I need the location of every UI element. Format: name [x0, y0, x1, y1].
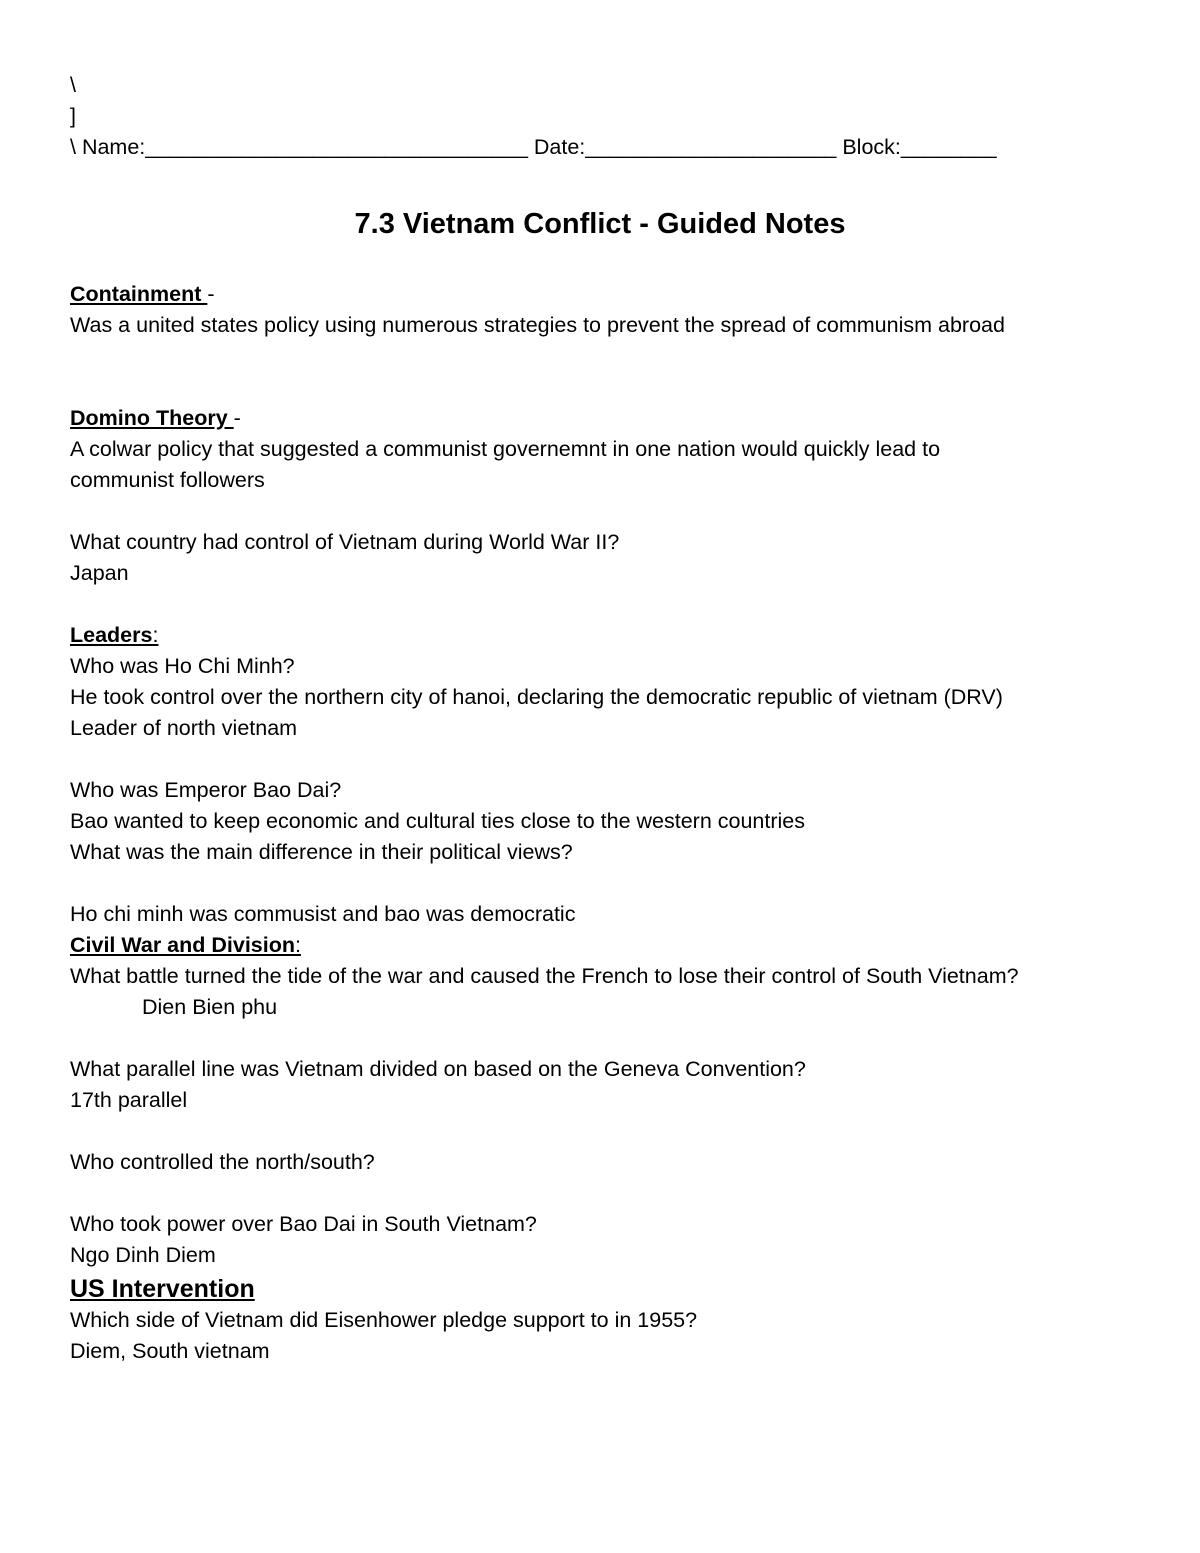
civil-war-colon: : — [295, 933, 301, 957]
domino-definition-line-2: communist followers — [70, 468, 265, 492]
leaders-answer-3: Ho chi minh was commusist and bao was democratic — [70, 902, 576, 926]
name-date-block-line: \ Name:________________________________ Date:_____________________ Block:________ — [70, 135, 997, 159]
domino-heading: Domino Theory — [70, 406, 234, 430]
document-page — [70, 70, 1130, 1367]
us-intervention-heading: US Intervention — [70, 1275, 255, 1303]
ww2-answer: Japan — [70, 561, 129, 585]
leaders-question-3: What was the main difference in their political views? — [70, 840, 573, 864]
leaders-answer-1-line-1: He took control over the northern city of hanoi, declaring the democratic republic of vietnam (DRV) — [70, 685, 1003, 709]
civil-war-answer-4: Ngo Dinh Diem — [70, 1243, 216, 1267]
us-intervention-answer-1: Diem, South vietnam — [70, 1339, 270, 1363]
containment-heading: Containment — [70, 282, 208, 306]
spacer — [70, 744, 1130, 775]
spacer — [70, 341, 1130, 403]
spacer — [70, 496, 1130, 527]
leaders-heading: Leaders — [70, 623, 153, 647]
leaders-question-1: Who was Ho Chi Minh? — [70, 654, 295, 678]
domino-definition-line-1: A colwar policy that suggested a communist governemnt in one nation would quickly lead to — [70, 437, 941, 461]
ww2-question: What country had control of Vietnam during World War II? — [70, 530, 620, 554]
header-line-2: ] — [70, 104, 76, 128]
civil-war-question-1: What battle turned the tide of the war and caused the French to lose their control of South Vietnam? — [70, 964, 1019, 988]
civil-war-heading-line — [70, 930, 1130, 961]
spacer — [70, 1023, 1130, 1054]
header-line-1: \ — [70, 73, 76, 97]
leaders-colon: : — [152, 623, 159, 647]
spacer — [70, 868, 1130, 899]
containment-term-line — [70, 279, 1130, 310]
spacer — [70, 589, 1130, 620]
leaders-heading-line — [70, 620, 1130, 651]
containment-definition: Was a united states policy using numerous strategies to prevent the spread of communism abroad — [70, 313, 1005, 337]
civil-war-heading: Civil War and Division — [70, 933, 295, 957]
us-intervention-question-1: Which side of Vietnam did Eisenhower pledge support to in 1955? — [70, 1308, 698, 1332]
civil-war-question-4: Who took power over Bao Dai in South Vietnam? — [70, 1212, 537, 1236]
containment-dash: - — [207, 282, 215, 306]
civil-war-answer-2: 17th parallel — [70, 1088, 188, 1112]
leaders-question-2: Who was Emperor Bao Dai? — [70, 778, 342, 802]
domino-term-line — [70, 403, 1130, 434]
spacer — [70, 1116, 1130, 1147]
leaders-answer-2: Bao wanted to keep economic and cultural ties close to the western countries — [70, 809, 805, 833]
domino-dash: - — [233, 406, 241, 430]
page-title: 7.3 Vietnam Conflict - Guided Notes — [354, 208, 846, 240]
civil-war-question-3: Who controlled the north/south? — [70, 1150, 375, 1174]
civil-war-answer-1: Dien Bien phu — [142, 995, 278, 1019]
leaders-answer-1-line-2: Leader of north vietnam — [70, 716, 298, 740]
civil-war-question-2: What parallel line was Vietnam divided on based on the Geneva Convention? — [70, 1057, 806, 1081]
spacer — [70, 1178, 1130, 1209]
